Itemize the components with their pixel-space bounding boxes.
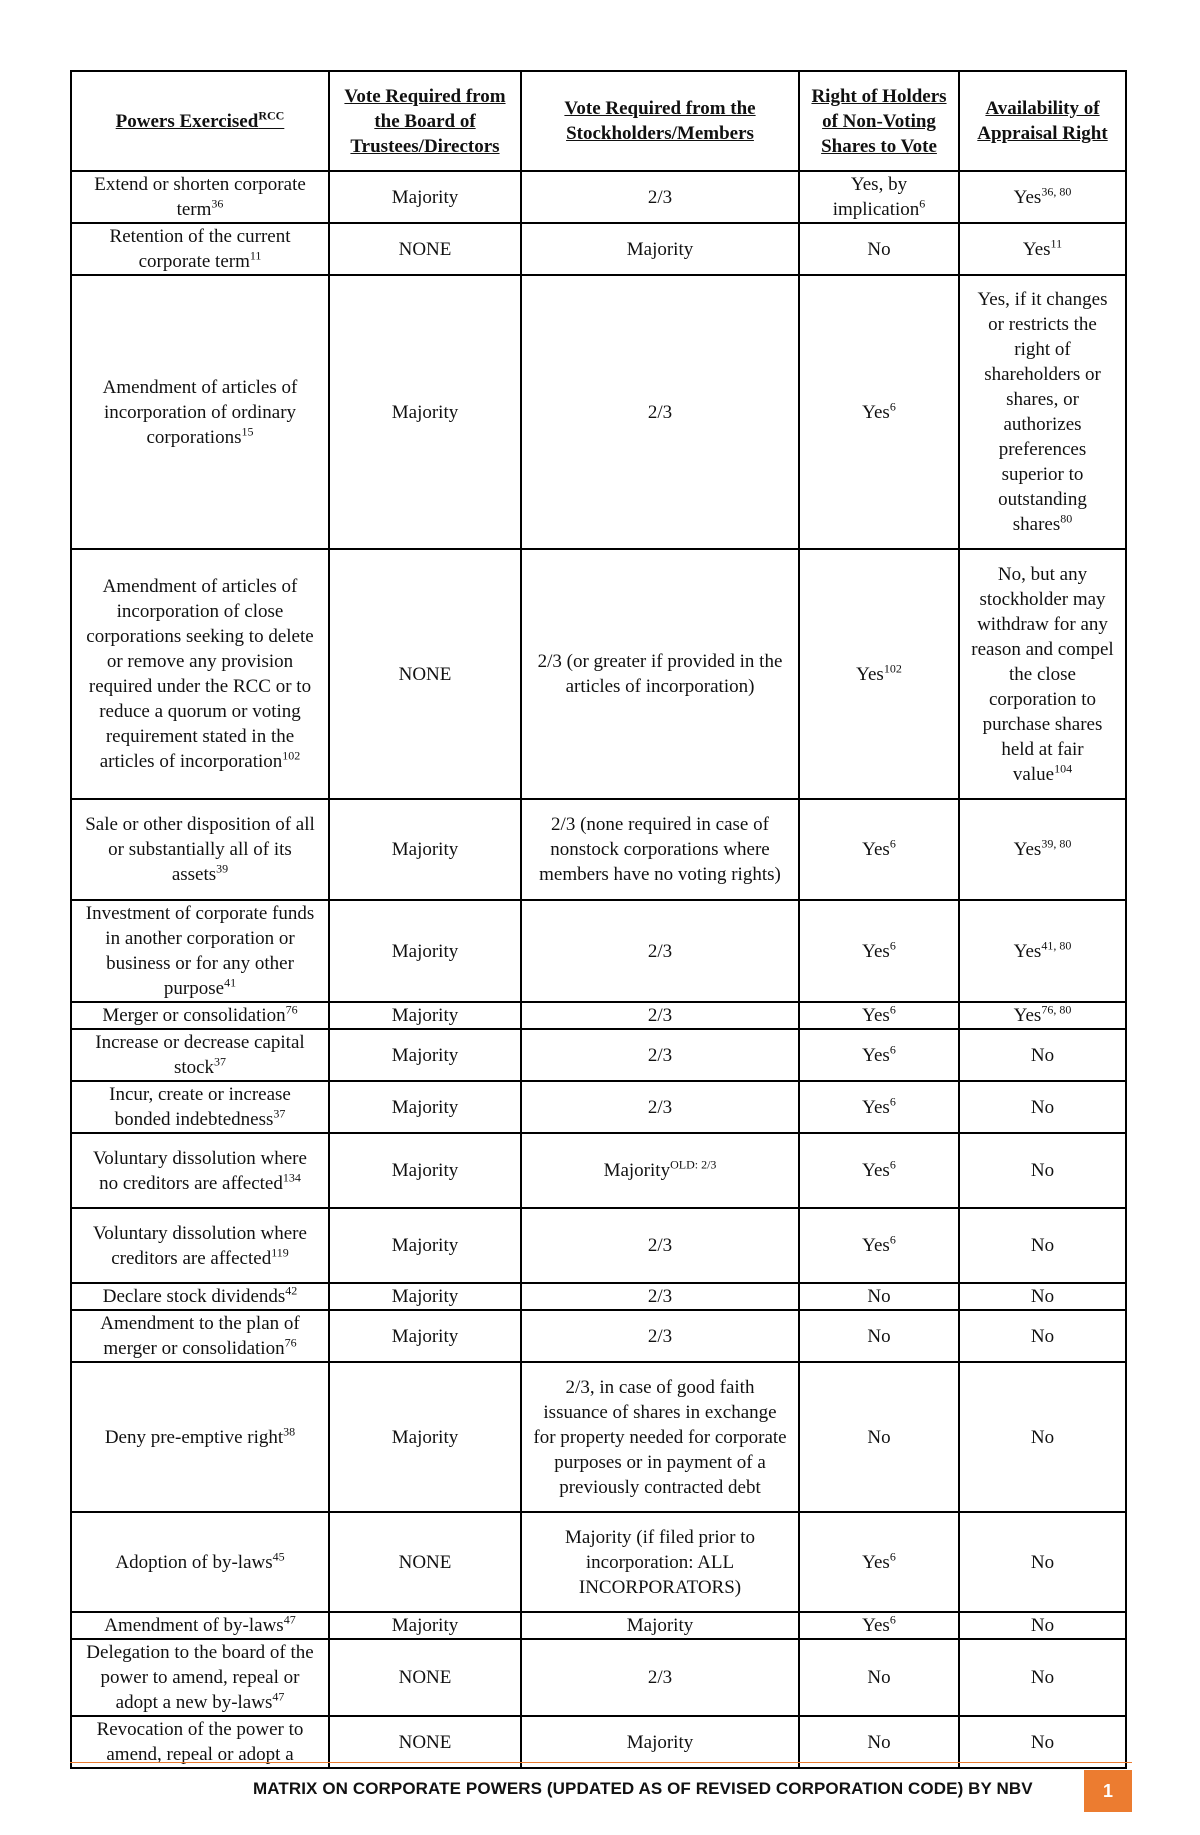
cell-power-footnote: 45	[272, 1549, 285, 1564]
table-row	[71, 799, 1126, 900]
cell-vote-board-text: Majority	[391, 1615, 459, 1636]
cell-nonvoting-text: No	[867, 238, 891, 260]
cell-appraisal-footnote: 76, 80	[1041, 1002, 1072, 1017]
cell-nonvoting-text: Yes	[862, 1096, 890, 1118]
cell-nonvoting	[799, 1716, 959, 1768]
cell-vote-board	[329, 223, 521, 275]
cell-power	[71, 900, 329, 1002]
cell-vote-stockholders-text: Majority	[626, 238, 694, 260]
cell-vote-board-text: Majority	[391, 1096, 459, 1118]
cell-power-footnote: 15	[241, 424, 254, 439]
cell-vote-board-text: NONE	[398, 1731, 452, 1753]
cell-power-text: Amendment of by-laws	[104, 1615, 284, 1636]
cell-nonvoting	[799, 799, 959, 900]
cell-power-text: Investment of corporate funds in another corporation or business or for any other purpose	[85, 903, 315, 999]
cell-power	[71, 1029, 329, 1081]
table-row	[71, 1081, 1126, 1133]
cell-power	[71, 1310, 329, 1362]
cell-nonvoting-footnote: 6	[919, 196, 926, 211]
cell-vote-board-text: NONE	[398, 1667, 452, 1688]
cell-vote-board	[329, 1081, 521, 1133]
cell-power-text: Amendment to the plan of merger or consolidation	[100, 1313, 300, 1359]
cell-vote-stockholders-text: 2/3	[647, 1667, 673, 1688]
cell-vote-stockholders	[521, 549, 799, 799]
cell-appraisal	[959, 900, 1126, 1002]
cell-appraisal	[959, 1310, 1126, 1362]
cell-appraisal-text: No	[1030, 1160, 1055, 1181]
cell-nonvoting-footnote: 102	[883, 661, 902, 676]
cell-nonvoting-text: Yes	[862, 1044, 890, 1066]
cell-vote-stockholders	[521, 1283, 799, 1310]
cell-vote-board	[329, 549, 521, 799]
cell-vote-stockholders-text: 2/3	[647, 401, 673, 423]
cell-vote-stockholders-text: 2/3	[647, 1325, 673, 1347]
cell-appraisal-text: No	[1030, 1615, 1055, 1636]
cell-power-footnote: 76	[285, 1002, 298, 1017]
cell-nonvoting-text: No	[867, 1667, 891, 1688]
cell-appraisal	[959, 1612, 1126, 1639]
cell-vote-stockholders-text: Majority	[603, 1160, 671, 1181]
cell-nonvoting	[799, 1208, 959, 1283]
cell-appraisal-footnote: 36, 80	[1041, 184, 1072, 199]
cell-power-text: Increase or decrease capital stock	[95, 1032, 305, 1078]
cell-vote-stockholders	[521, 1639, 799, 1716]
table-header-row	[71, 71, 1126, 171]
cell-nonvoting-text: Yes	[862, 1005, 890, 1026]
cell-nonvoting-footnote: 6	[889, 1002, 896, 1017]
cell-vote-stockholders-footnote: OLD: 2/3	[670, 1157, 717, 1172]
cell-vote-board	[329, 1002, 521, 1029]
cell-vote-stockholders-text: 2/3	[647, 1096, 673, 1118]
cell-vote-board	[329, 799, 521, 900]
cell-power-footnote: 47	[283, 1612, 296, 1627]
cell-nonvoting	[799, 223, 959, 275]
cell-vote-stockholders-text: Majority	[626, 1731, 694, 1753]
cell-nonvoting	[799, 1512, 959, 1612]
table-row	[71, 1029, 1126, 1081]
cell-power-footnote: 36	[211, 196, 224, 211]
cell-nonvoting	[799, 1029, 959, 1081]
cell-power-text: Incur, create or increase bonded indebtedness	[109, 1084, 291, 1130]
cell-vote-stockholders-text: 2/3 (none required in case of nonstock corporations where members have no voting rights)	[539, 814, 781, 885]
cell-appraisal	[959, 223, 1126, 275]
cell-vote-board	[329, 1362, 521, 1512]
cell-appraisal-footnote: 41, 80	[1041, 938, 1072, 953]
cell-appraisal-text: No	[1030, 1325, 1055, 1347]
cell-power	[71, 1002, 329, 1029]
cell-nonvoting-footnote: 6	[889, 1157, 896, 1172]
cell-vote-stockholders	[521, 1310, 799, 1362]
cell-nonvoting	[799, 1612, 959, 1639]
table-row	[71, 171, 1126, 223]
cell-power-footnote: 134	[282, 1170, 301, 1185]
cell-vote-stockholders	[521, 275, 799, 549]
cell-power-text: Extend or shorten corporate term	[94, 174, 306, 220]
cell-vote-stockholders	[521, 900, 799, 1002]
cell-vote-stockholders-text: 2/3, in case of good faith issuance of shares in exchange for property needed for corporate purposes or in payment of a previously contracted debt	[533, 1376, 787, 1498]
cell-appraisal-footnote: 11	[1050, 236, 1063, 251]
cell-vote-stockholders-text: 2/3	[647, 1235, 673, 1256]
cell-nonvoting	[799, 1362, 959, 1512]
cell-nonvoting	[799, 900, 959, 1002]
cell-nonvoting	[799, 171, 959, 223]
cell-vote-board	[329, 1310, 521, 1362]
cell-nonvoting	[799, 1133, 959, 1208]
cell-appraisal	[959, 799, 1126, 900]
cell-vote-stockholders-text: 2/3	[647, 186, 673, 208]
cell-vote-stockholders	[521, 1133, 799, 1208]
cell-appraisal	[959, 549, 1126, 799]
cell-appraisal-text: No	[1030, 1044, 1055, 1066]
cell-nonvoting	[799, 549, 959, 799]
cell-vote-board-text: NONE	[398, 663, 452, 685]
cell-power-footnote: 39	[216, 861, 229, 876]
header-vote-board: Vote Required from the Board of Trustees/Directors	[329, 71, 521, 171]
cell-power-text: Declare stock dividends	[102, 1286, 286, 1307]
table-row	[71, 1362, 1126, 1512]
cell-vote-stockholders-text: 2/3	[647, 1286, 673, 1307]
cell-appraisal	[959, 1362, 1126, 1512]
table-row	[71, 1002, 1126, 1029]
cell-appraisal-text: Yes	[1013, 940, 1042, 962]
cell-vote-stockholders	[521, 1002, 799, 1029]
header-nonvoting-right: Right of Holders of Non-Voting Shares to Vote	[799, 71, 959, 171]
cell-vote-board-text: NONE	[398, 238, 452, 260]
cell-vote-stockholders	[521, 1512, 799, 1612]
cell-appraisal	[959, 1639, 1126, 1716]
cell-vote-stockholders	[521, 799, 799, 900]
cell-appraisal-text: No	[1030, 1286, 1055, 1307]
cell-power-text: Merger or consolidation	[102, 1005, 286, 1026]
cell-vote-stockholders	[521, 1208, 799, 1283]
cell-power-text: Adoption of by-laws	[115, 1551, 273, 1573]
cell-nonvoting-footnote: 6	[889, 938, 896, 953]
cell-vote-board	[329, 900, 521, 1002]
cell-vote-board	[329, 1716, 521, 1768]
cell-appraisal	[959, 275, 1126, 549]
table-row	[71, 1512, 1126, 1612]
cell-vote-board-text: Majority	[391, 1044, 459, 1066]
cell-vote-board	[329, 1029, 521, 1081]
cell-power	[71, 1512, 329, 1612]
cell-vote-board-text: Majority	[391, 1235, 459, 1256]
cell-nonvoting-footnote: 6	[889, 1612, 896, 1627]
page-footer: MATRIX ON CORPORATE POWERS (UPDATED AS OF REVISED CORPORATION CODE) BY NBV	[253, 1779, 1033, 1798]
cell-vote-board	[329, 1512, 521, 1612]
cell-nonvoting-footnote: 6	[889, 1094, 896, 1109]
cell-vote-board	[329, 1283, 521, 1310]
cell-power-text: Amendment of articles of incorporation of ordinary corporations	[102, 376, 298, 448]
cell-vote-board	[329, 1208, 521, 1283]
cell-nonvoting-text: No	[867, 1731, 891, 1753]
cell-nonvoting	[799, 1002, 959, 1029]
cell-appraisal	[959, 1283, 1126, 1310]
cell-appraisal-text: Yes	[1013, 1005, 1042, 1026]
table-row	[71, 549, 1126, 799]
cell-vote-board-text: Majority	[391, 940, 459, 962]
cell-appraisal-text: Yes	[1013, 186, 1042, 208]
cell-power	[71, 275, 329, 549]
cell-appraisal	[959, 1133, 1126, 1208]
cell-power	[71, 223, 329, 275]
cell-vote-stockholders-text: Majority	[626, 1615, 694, 1636]
cell-nonvoting-footnote: 6	[889, 1549, 896, 1564]
cell-power-footnote: 37	[273, 1106, 286, 1121]
cell-power-text: Amendment of articles of incorporation of close corporations seeking to delete or remove any provision required under the RCC or to reduce a quorum or voting requirement stated in the articles of incorporation	[86, 576, 314, 772]
cell-vote-board	[329, 1133, 521, 1208]
cell-power-footnote: 42	[285, 1283, 298, 1298]
footer-rule	[70, 1762, 1132, 1763]
table-row	[71, 1310, 1126, 1362]
cell-nonvoting-text: Yes	[862, 1551, 890, 1573]
cell-nonvoting-footnote: 6	[889, 836, 896, 851]
cell-appraisal-text: Yes	[1013, 839, 1042, 860]
cell-power	[71, 1639, 329, 1716]
cell-power	[71, 1133, 329, 1208]
table-row	[71, 1612, 1126, 1639]
cell-power-footnote: 102	[282, 748, 301, 763]
cell-nonvoting-text: Yes	[862, 1615, 890, 1636]
cell-vote-stockholders	[521, 1362, 799, 1512]
cell-vote-stockholders-text: 2/3	[647, 1005, 673, 1026]
table-row	[71, 223, 1126, 275]
table-row	[71, 1716, 1126, 1768]
header-appraisal-right: Availability of Appraisal Right	[959, 71, 1126, 171]
cell-power	[71, 1716, 329, 1768]
cell-vote-board	[329, 171, 521, 223]
cell-vote-stockholders	[521, 1612, 799, 1639]
cell-power-footnote: 41	[224, 975, 237, 990]
cell-nonvoting	[799, 1310, 959, 1362]
cell-appraisal	[959, 1081, 1126, 1133]
cell-power-footnote: 119	[271, 1245, 289, 1260]
cell-power	[71, 1362, 329, 1512]
table-row	[71, 1208, 1126, 1283]
cell-appraisal-footnote: 80	[1060, 511, 1073, 526]
cell-power-text: Delegation to the board of the power to amend, repeal or adopt a new by-laws	[86, 1642, 314, 1713]
cell-appraisal	[959, 1208, 1126, 1283]
table-body	[71, 171, 1126, 1768]
cell-power-text: Retention of the current corporate term	[109, 226, 291, 272]
cell-appraisal-footnote: 39, 80	[1041, 836, 1072, 851]
cell-appraisal	[959, 1716, 1126, 1768]
cell-power	[71, 1612, 329, 1639]
cell-vote-stockholders	[521, 1716, 799, 1768]
cell-power-footnote: 11	[249, 248, 262, 263]
cell-power	[71, 1208, 329, 1283]
cell-nonvoting	[799, 275, 959, 549]
cell-vote-board-text: Majority	[391, 1160, 459, 1181]
cell-vote-board-text: Majority	[391, 1325, 459, 1347]
cell-power-text: Voluntary dissolution where creditors are affected	[93, 1222, 307, 1269]
cell-vote-board-text: Majority	[391, 186, 459, 208]
cell-vote-stockholders-text: Majority (if filed prior to incorporation: ALL INCORPORATORS)	[565, 1526, 755, 1598]
cell-vote-board-text: Majority	[391, 839, 459, 860]
cell-vote-stockholders-text: 2/3	[647, 940, 673, 962]
cell-vote-board	[329, 1612, 521, 1639]
cell-vote-board-text: Majority	[391, 1286, 459, 1307]
cell-nonvoting-footnote: 6	[889, 1232, 896, 1247]
cell-nonvoting	[799, 1283, 959, 1310]
cell-nonvoting-footnote: 6	[889, 1042, 896, 1057]
cell-nonvoting-text: No	[867, 1325, 891, 1347]
cell-power-text: Sale or other disposition of all or substantially all of its assets	[85, 814, 315, 885]
cell-power-footnote: 76	[284, 1335, 297, 1350]
cell-appraisal-text: Yes	[1022, 238, 1051, 260]
cell-nonvoting-text: Yes	[862, 401, 890, 423]
page-number: 1	[1084, 1770, 1132, 1812]
cell-appraisal-footnote: 104	[1054, 761, 1073, 776]
cell-nonvoting-text: Yes	[862, 1235, 890, 1256]
cell-vote-board-text: NONE	[398, 1551, 452, 1573]
cell-nonvoting	[799, 1081, 959, 1133]
corporate-powers-table	[70, 70, 1127, 1769]
cell-appraisal-text: No	[1030, 1096, 1055, 1118]
cell-vote-board-text: Majority	[391, 1005, 459, 1026]
table-row	[71, 1283, 1126, 1310]
cell-appraisal-text: Yes, if it changes or restricts the right of shareholders or shares, or authorizes preferences superior to outstanding shares	[977, 289, 1108, 535]
cell-appraisal-text: No	[1030, 1667, 1055, 1688]
cell-vote-stockholders	[521, 1081, 799, 1133]
cell-appraisal	[959, 171, 1126, 223]
table-row	[71, 275, 1126, 549]
cell-vote-stockholders-text: 2/3	[647, 1044, 673, 1066]
cell-vote-board-text: Majority	[391, 401, 459, 423]
cell-vote-board	[329, 275, 521, 549]
cell-appraisal	[959, 1029, 1126, 1081]
cell-nonvoting-footnote: 6	[889, 399, 896, 414]
cell-appraisal	[959, 1512, 1126, 1612]
cell-nonvoting-text: Yes, by implication	[832, 174, 920, 220]
cell-nonvoting-text: Yes	[862, 839, 890, 860]
cell-nonvoting-text: No	[867, 1286, 891, 1307]
cell-power	[71, 549, 329, 799]
cell-nonvoting-text: Yes	[862, 940, 890, 962]
cell-nonvoting-text: Yes	[856, 663, 884, 685]
cell-vote-stockholders	[521, 1029, 799, 1081]
cell-appraisal-text: No, but any stockholder may withdraw for any reason and compel the close corporation to purchase shares held at fair value	[971, 563, 1114, 785]
cell-nonvoting-text: No	[867, 1426, 891, 1448]
cell-power-footnote: 37	[214, 1054, 227, 1069]
cell-appraisal-text: No	[1030, 1426, 1055, 1448]
cell-appraisal-text: No	[1030, 1551, 1055, 1573]
cell-nonvoting	[799, 1639, 959, 1716]
cell-power	[71, 799, 329, 900]
cell-power-footnote: 38	[283, 1424, 296, 1439]
cell-appraisal-text: No	[1030, 1235, 1055, 1256]
cell-appraisal	[959, 1002, 1126, 1029]
cell-vote-stockholders	[521, 171, 799, 223]
table-row	[71, 1133, 1126, 1208]
table-row	[71, 900, 1126, 1002]
cell-power	[71, 171, 329, 223]
cell-power-text: Voluntary dissolution where no creditors are affected	[93, 1147, 307, 1194]
header-powers-exercised: Powers Exercised$^{RCC}$	[71, 71, 329, 171]
cell-vote-board-text: Majority	[391, 1426, 459, 1448]
cell-power	[71, 1081, 329, 1133]
cell-vote-stockholders	[521, 223, 799, 275]
header-vote-stockholders: Vote Required from the Stockholders/Members	[521, 71, 799, 171]
table-row	[71, 1639, 1126, 1716]
cell-power-footnote: 47	[272, 1689, 285, 1704]
cell-power-text: Revocation of the power to amend, repeal or adopt a	[96, 1719, 304, 1765]
cell-appraisal-text: No	[1030, 1731, 1055, 1753]
cell-power	[71, 1283, 329, 1310]
cell-nonvoting-text: Yes	[862, 1160, 890, 1181]
cell-vote-board	[329, 1639, 521, 1716]
cell-power-text: Deny pre-emptive right	[104, 1426, 284, 1448]
cell-vote-stockholders-text: 2/3 (or greater if provided in the articles of incorporation)	[537, 651, 783, 697]
